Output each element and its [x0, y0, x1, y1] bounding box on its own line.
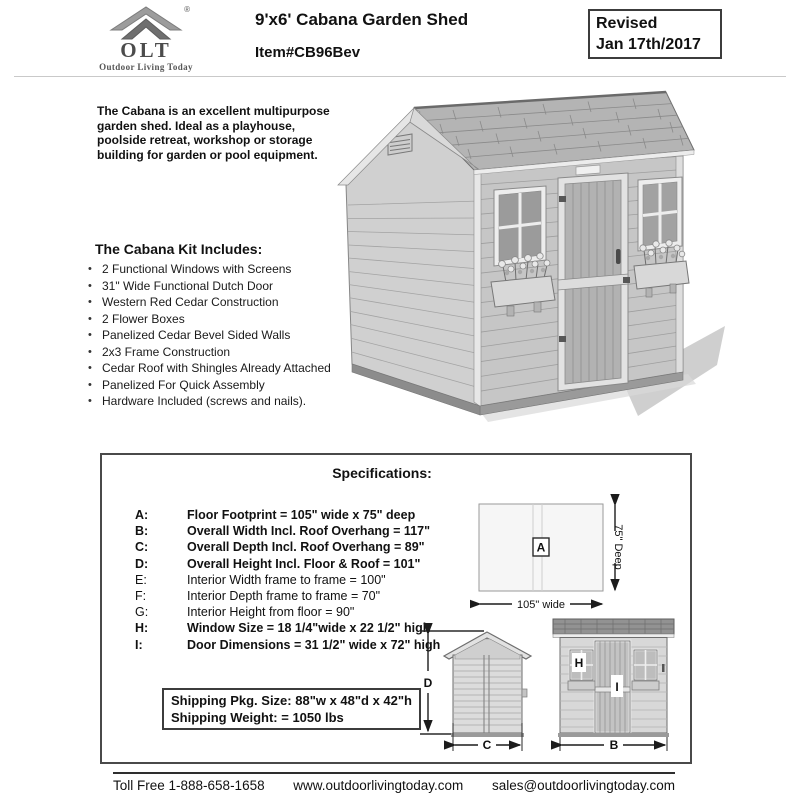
spec-row: [135, 588, 440, 604]
spec-text: Interior Width frame to frame = 100": [187, 572, 386, 587]
spec-text: Window Size = 18 1/4"wide x 22 1/2" high: [187, 621, 431, 636]
spec-row: [135, 539, 440, 555]
kit-heading: The Cabana Kit Includes:: [95, 241, 263, 257]
kit-item: • 2 Flower Boxes: [88, 311, 358, 328]
side-width-label: C: [482, 738, 492, 752]
kit-item: • 2x3 Frame Construction: [88, 344, 358, 361]
front-door-label: I: [615, 680, 619, 694]
spec-letter: C:: [135, 540, 149, 555]
spec-letter: A:: [135, 508, 149, 522]
specifications-heading: Specifications:: [332, 465, 432, 481]
spec-letter: E:: [135, 572, 147, 587]
front-width-label: B: [609, 738, 619, 752]
spec-text: Interior Height from floor = 90": [187, 605, 355, 620]
spec-row: [135, 604, 440, 620]
spec-text: Interior Depth frame to frame = 70": [187, 589, 381, 604]
footprint-depth-label: 75" Deep: [612, 524, 624, 570]
spec-row: [135, 620, 440, 636]
kit-item: • Hardware Included (screws and nails).: [88, 393, 358, 410]
logo-tagline: Outdoor Living Today: [99, 62, 193, 72]
spec-text: Overall Height Incl. Floor & Roof = 101": [187, 556, 421, 571]
spec-letter: G:: [135, 605, 149, 620]
footer-website: www.outdoorlivingtoday.com: [293, 778, 464, 793]
spec-letter: B:: [135, 524, 149, 539]
page-title: 9'x6' Cabana Garden Shed: [255, 10, 469, 29]
spec-text: Door Dimensions = 31 1/2" wide x 72" high: [187, 637, 441, 652]
olt-roof-icon: [107, 5, 185, 41]
spec-letter: D:: [135, 556, 149, 571]
footer-phone: Toll Free 1-888-658-1658: [113, 778, 265, 793]
footer-divider: [113, 772, 675, 774]
spec-text: Floor Footprint = 105" wide x 75" deep: [187, 508, 416, 522]
shipping-box: [162, 688, 421, 730]
shed-3d-render: [328, 84, 728, 442]
spec-row: [135, 523, 440, 539]
spec-row: [135, 507, 440, 523]
footprint-diagram: [470, 489, 690, 611]
front-elevation: [553, 619, 674, 737]
revised-date: Jan 17th/2017: [596, 36, 701, 53]
shed-window-right: [638, 177, 682, 251]
product-description: The Cabana is an excellent multipurpose garden shed. Ideal as a playhouse, poolside retreat, workshop or storage building for garden or pool equipment.: [97, 104, 330, 162]
shipping-size: Shipping Pkg. Size: 88"w x 48"d x 42"h: [171, 693, 413, 708]
item-number: Item#CB96Bev: [255, 44, 361, 61]
kit-item: • 31" Wide Functional Dutch Door: [88, 278, 358, 295]
footer-email: sales@outdoorlivingtoday.com: [491, 778, 675, 793]
spec-row: [135, 637, 440, 653]
side-height-label: D: [423, 676, 433, 690]
revised-label: Revised: [596, 15, 658, 32]
shed-dutch-door: [558, 173, 630, 391]
spec-letter: I:: [135, 637, 143, 652]
spec-text: Overall Depth Incl. Roof Overhang = 89": [187, 540, 425, 555]
side-elevation: [444, 632, 531, 737]
front-window-label: H: [574, 656, 584, 670]
door-handle-icon: [616, 249, 621, 264]
olt-logo: [86, 5, 206, 72]
footer: [113, 778, 675, 793]
spec-row: [135, 556, 440, 572]
logo-brand: OLT: [120, 38, 172, 62]
registered-mark: ®: [184, 5, 190, 14]
spec-row: [135, 572, 440, 588]
spec-letter: F:: [135, 589, 147, 604]
kit-list: [88, 261, 358, 410]
kit-item: • Western Red Cedar Construction: [88, 294, 358, 311]
specifications-box: [100, 453, 692, 764]
kit-item: • Panelized For Quick Assembly: [88, 377, 358, 394]
shipping-weight: Shipping Weight: = 1050 lbs: [171, 710, 344, 725]
elevations-diagram: [408, 599, 688, 759]
footprint-label: A: [536, 540, 546, 555]
kit-item: • Panelized Cedar Bevel Sided Walls: [88, 327, 358, 344]
spec-text: Overall Width Incl. Roof Overhang = 117": [187, 524, 431, 539]
kit-item: • Cedar Roof with Shingles Already Attached: [88, 360, 358, 377]
spec-letter: H:: [135, 621, 149, 636]
spec-rows: [135, 507, 440, 653]
revised-box: [588, 9, 722, 59]
kit-item: • 2 Functional Windows with Screens: [88, 261, 358, 278]
header-divider: [14, 76, 786, 77]
footprint-width-label: 105" wide: [517, 599, 565, 611]
